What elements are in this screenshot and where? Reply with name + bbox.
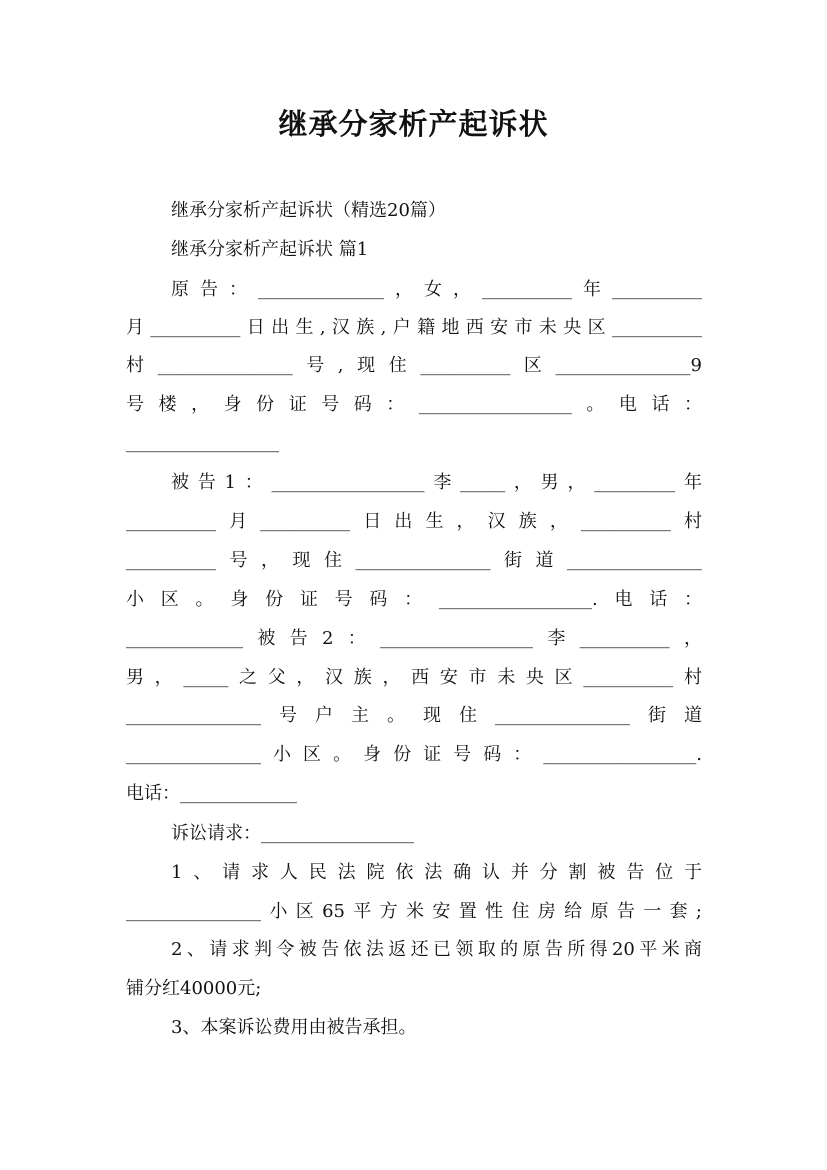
- body-line: _____________被告2：_________________李__________，: [126, 628, 702, 649]
- body-line: _______________小区65平方米安置性住房给原告一套;: [126, 901, 702, 922]
- document-title: 继承分家析产起诉状: [278, 107, 549, 141]
- body-line: _______________小区。身份证号码：_________________.: [126, 744, 702, 765]
- body-line: 被告1：_________________李_____，男，_________年: [171, 472, 702, 493]
- body-line: 原告：______________，女，__________年__________: [171, 279, 702, 300]
- body-line: 继承分家析产起诉状（精选20篇）: [171, 200, 446, 221]
- body-line: _______________号户主。现住_______________街道: [126, 705, 702, 726]
- body-line: _________________: [126, 432, 279, 453]
- body-line: 电话：_____________: [126, 783, 297, 804]
- body-line: 诉讼请求：_________________: [171, 823, 414, 844]
- body-line: 村_______________号,现住__________区_______________9: [126, 355, 702, 376]
- body-line: __________号，现住_______________街道_______________: [126, 550, 702, 571]
- body-line: 号楼，身份证号码：_________________。电话：: [126, 394, 702, 415]
- body-line: 铺分红40000元;: [126, 978, 262, 999]
- body-line: 3、本案诉讼费用由被告承担。: [171, 1017, 417, 1038]
- body-line: __________月__________日出生，汉族，__________村: [126, 511, 702, 532]
- body-line: 继承分家析产起诉状 篇1: [171, 239, 369, 260]
- body-line: 月__________日出生,汉族,户籍地西安市未央区__________: [126, 317, 702, 338]
- body-line: 男，_____之父，汉族，西安市未央区__________村: [126, 667, 702, 688]
- body-line: 1、请求人民法院依法确认并分割被告位于: [171, 862, 702, 883]
- body-line: 小区。身份证号码：_________________.电话：: [126, 589, 702, 610]
- body-line: 2、请求判令被告依法返还已领取的原告所得20平米商: [171, 939, 702, 960]
